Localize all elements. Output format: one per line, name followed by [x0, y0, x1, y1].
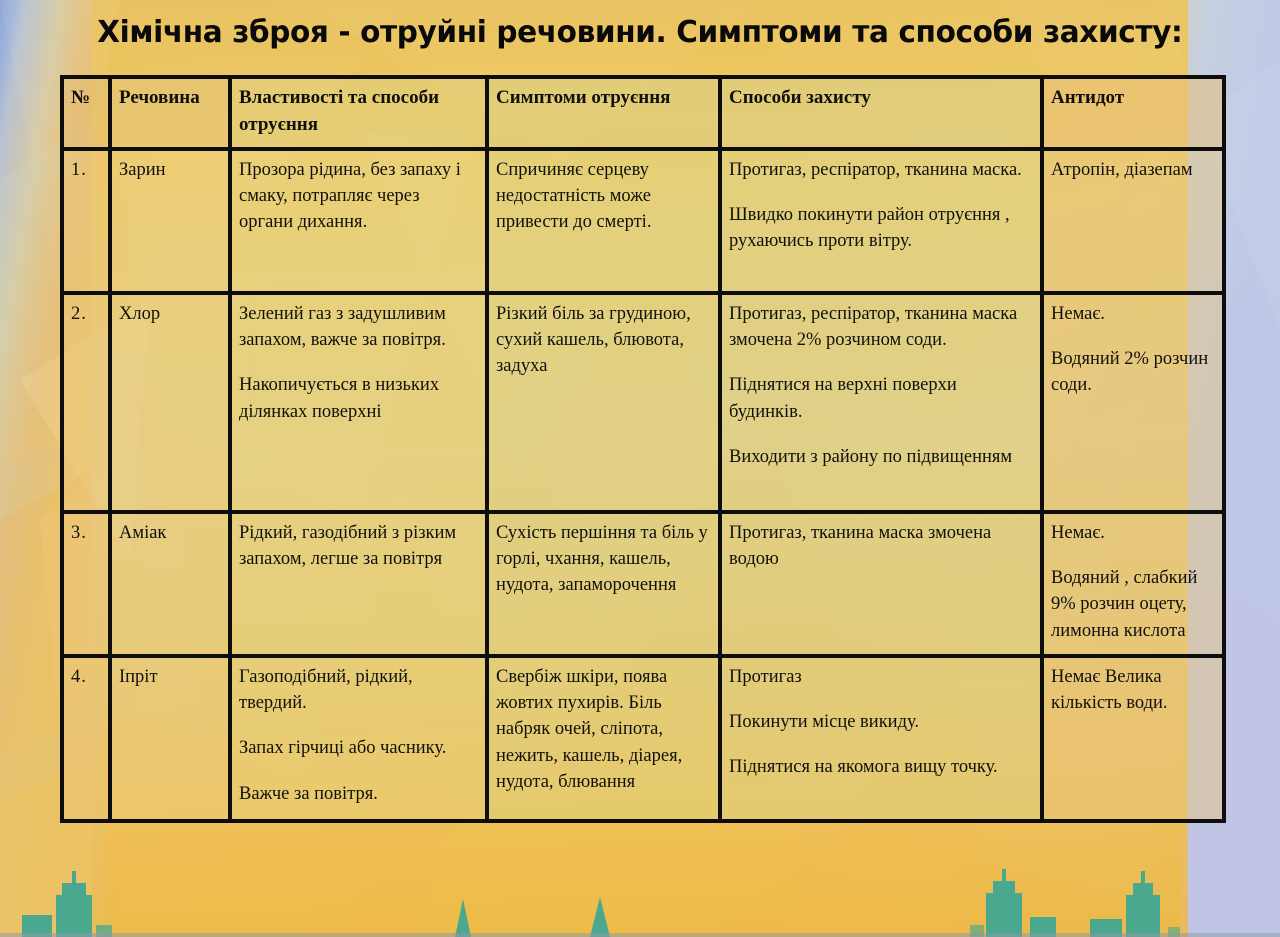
cell-number: 1.	[62, 149, 110, 293]
cell-paragraph: Протигаз	[729, 666, 802, 687]
column-header-symptoms: Симптоми отруєння	[487, 77, 720, 149]
cell-paragraph: Свербіж шкіри, поява жовтих пухирів. Біль набряк очей, сліпота, нежить, кашель, діарея, нудота, блювання	[496, 666, 683, 792]
cell-paragraph: Запах гірчиці або часнику.	[239, 738, 447, 759]
cell-paragraph: Важче за повітря.	[239, 783, 378, 804]
cell-symptoms	[487, 293, 720, 512]
cell-paragraph: Спричиняє серцеву недостатність може привести до смерті.	[496, 159, 652, 233]
cell-paragraph: Прозора рідина, без запаху і смаку, потрапляє через органи дихання.	[239, 159, 461, 233]
cell-paragraph: Протигаз, респіратор, тканина маска.	[729, 159, 1022, 180]
cell-substance: Хлор	[110, 293, 230, 512]
cell-antidote	[1042, 512, 1224, 656]
cell-paragraph: Виходити з району по підвищенням	[729, 447, 1013, 467]
table-row	[62, 149, 1224, 293]
cell-paragraph: Різкий біль за грудиною, сухий кашель, блювота, задуха	[496, 303, 691, 377]
cell-paragraph: Атропін, діазепам	[1051, 159, 1193, 180]
cell-symptoms	[487, 656, 720, 821]
cell-paragraph: Піднятися на верхні поверхи будинків.	[729, 375, 957, 422]
cell-paragraph: Водяний 2% розчин соди.	[1051, 349, 1209, 396]
cell-paragraph: Водяний , слабкий 9% розчин оцету, лимонна кислота	[1051, 568, 1198, 641]
table-row	[62, 656, 1224, 821]
cell-paragraph: Немає Велика кількість води.	[1051, 666, 1168, 714]
cell-paragraph: Газоподібний, рідкий, твердий.	[239, 666, 413, 714]
cell-antidote	[1042, 149, 1224, 293]
cell-number: 4.	[62, 656, 110, 821]
cell-protection	[720, 149, 1042, 293]
table-row	[62, 293, 1224, 512]
cell-substance: Аміак	[110, 512, 230, 656]
column-header-antidote: Антидот	[1042, 77, 1224, 149]
cell-antidote	[1042, 656, 1224, 821]
cell-properties	[230, 512, 487, 656]
column-header-number: №	[62, 77, 110, 149]
cell-substance: Зарин	[110, 149, 230, 293]
table-header-row	[62, 77, 1224, 149]
slide-title-bar	[0, 14, 1280, 52]
column-header-properties: Властивості та способи отруєння	[230, 77, 487, 149]
cell-number: 2.	[62, 293, 110, 512]
cell-protection	[720, 512, 1042, 656]
column-header-protection: Способи захисту	[720, 77, 1042, 149]
cell-paragraph: Швидко покинути район отруєння , рухаючись проти вітру.	[729, 205, 1010, 252]
cell-antidote	[1042, 293, 1224, 512]
cell-paragraph: Накопичується в низьких ділянках поверхні	[239, 375, 440, 422]
cell-paragraph: Протигаз, тканина маска змочена водою	[729, 522, 992, 570]
cell-paragraph: Покинути місце викиду.	[729, 712, 920, 733]
cell-symptoms	[487, 512, 720, 656]
column-header-substance: Речовина	[110, 77, 230, 149]
cell-paragraph: Піднятися на якомога вищу точку.	[729, 757, 998, 778]
page-title: Хімічна збpоя - отруйні речовини. Симптоми та способи захисту:	[97, 15, 1183, 50]
cell-paragraph: Протигаз, респіратор, тканина маска змочена 2% розчином соди.	[729, 303, 1018, 351]
chemical-weapons-table-container	[60, 75, 1224, 823]
cell-properties	[230, 293, 487, 512]
chemical-weapons-table	[60, 75, 1226, 823]
table-row	[62, 512, 1224, 656]
cell-protection	[720, 293, 1042, 512]
cell-paragraph: Немає.	[1051, 522, 1105, 543]
cell-protection	[720, 656, 1042, 821]
cell-paragraph: Рідкий, газодібний з різким запахом, легше за повітря	[239, 522, 457, 570]
cell-substance: Іпріт	[110, 656, 230, 821]
cell-symptoms	[487, 149, 720, 293]
cell-number: 3.	[62, 512, 110, 656]
cell-properties	[230, 149, 487, 293]
cell-paragraph: Немає.	[1051, 303, 1105, 324]
cell-paragraph: Зелений газ з задушливим запахом, важче за повітря.	[239, 303, 446, 351]
cell-paragraph: Сухість першіння та біль у горлі, чхання, кашель, нудота, запаморочення	[496, 522, 708, 596]
cell-properties	[230, 656, 487, 821]
